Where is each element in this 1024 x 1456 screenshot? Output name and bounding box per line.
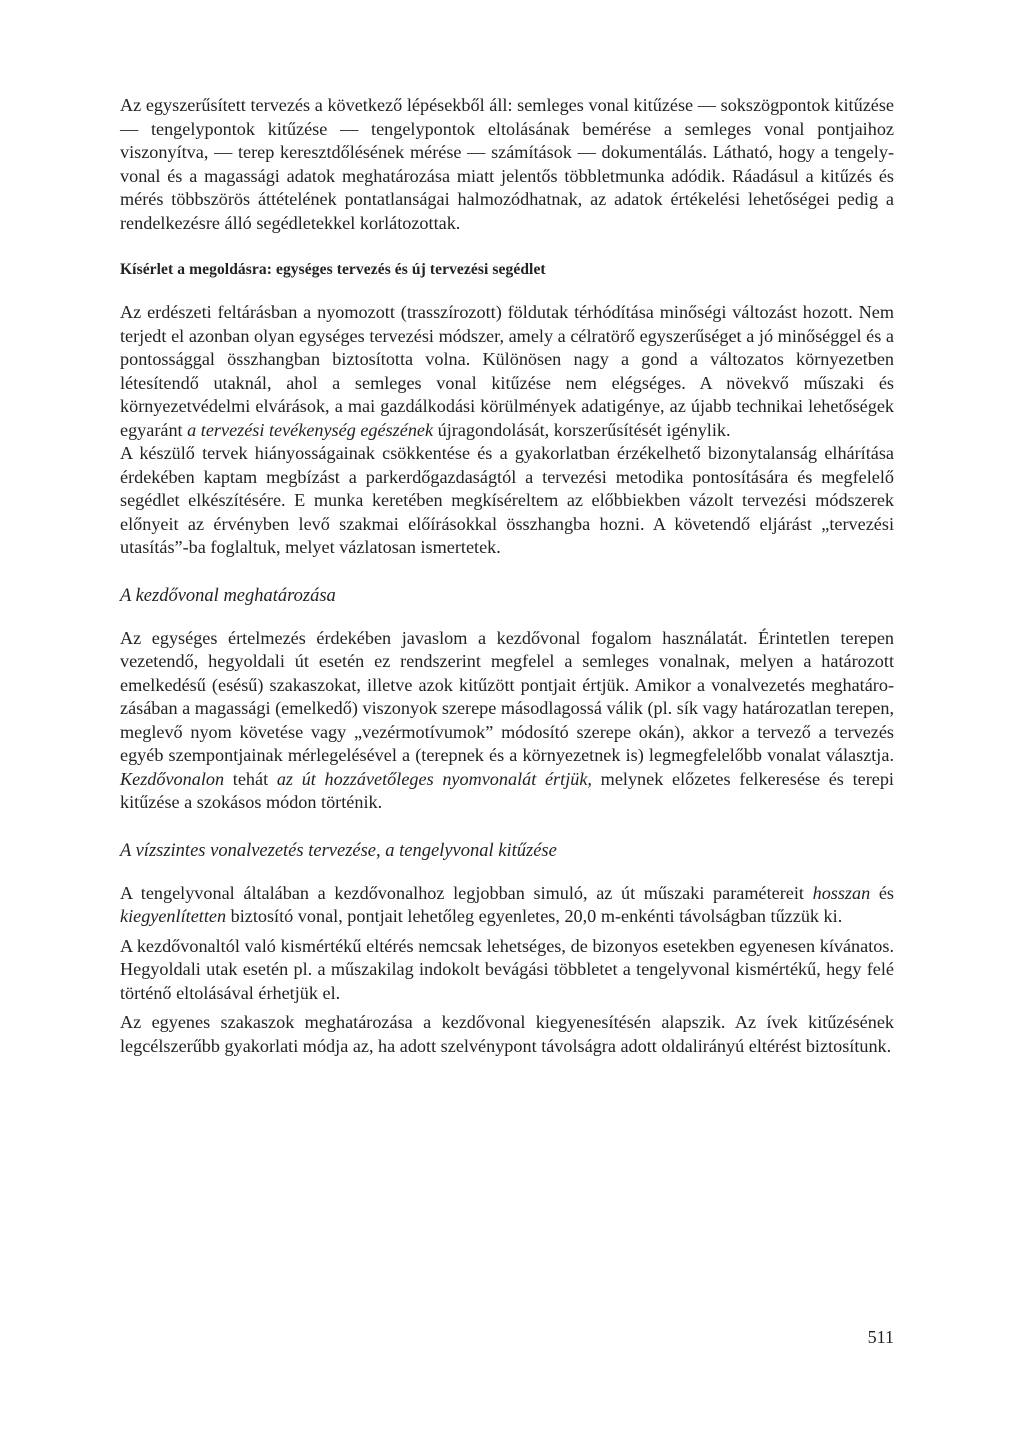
text-run: biztosító vonal, pontjait lehetőleg egyenletes, 20,0 m-enkénti távolságban tűzzük ki. bbox=[226, 906, 843, 926]
italic-run: hosszan bbox=[812, 882, 871, 903]
text-run: tehát bbox=[224, 768, 277, 789]
page-number: 511 bbox=[867, 1327, 894, 1347]
text-run: Az erdészeti feltárásban a nyomozott (trasszírozott) földutak térhódítása minőségi változást hozott. Nem terjedt el azonban olyan egységes tervezési módszer, amely a célratörő egyszerűséget a jó minőséggel és a pontossággal összhangban biztosította volna. Különösen nagy a gond a változatos környezetben létesítendő utaknál, ahol a semleges vonal kitűzése nem elégséges. A növekvő műszaki és környezetvédelmi elvárások, a mai gazdálkodási körülmények adatigénye, az újabb technikai lehetőségek egyaránt bbox=[120, 302, 894, 440]
text-run: A tengelyvonal általában a kezdővonalhoz legjobban simuló, az út műszaki paramétereit bbox=[120, 882, 813, 903]
document-page bbox=[120, 94, 894, 1414]
section3-paragraph-1 bbox=[120, 882, 894, 929]
italic-run: az út hozzávetőleges nyomvonalát értjük, bbox=[276, 768, 592, 789]
section-heading-experiment: Kísérlet a megoldásra: egységes tervezés és új tervezési segédlet bbox=[120, 261, 546, 278]
section3-paragraph-3: Az egyenes szakaszok meghatározása a kezdővonal kiegyenesítésén alapszik. Az ívek kitűzésének legcélszerűbb gyakorlati módja az, ha adott szelvénypont távolságra adott oldalirányú eltérést biztosítunk. bbox=[120, 1012, 894, 1056]
text-run: melynek előzetes felkeresése és terepi kitűzése a szokásos módon történik. bbox=[120, 768, 894, 812]
text-run: újragondolását, korszerűsítését igénylik. bbox=[433, 419, 731, 440]
section1-paragraph-2: A készülő tervek hiányosságainak csökkentése és a gyakorlatban érzékelhető bizonytalanság elhárítása érdekében kaptam megbízást a parkerdőgazdaságtól a tervezési metodika pontosítására és megfelelő segédlet elkészítésére. E munka keretében megkíséreltem az előbbiekben vázolt tervezési módszerek előnyeit az érvényben levő szakmai előírásokkal összhangba hozni. A követendő eljárást „tervezési utasítás”-ba foglaltuk, melyet vázlatosan ismertetek. bbox=[120, 443, 894, 557]
italic-run: a tervezési tevékenység egészének bbox=[187, 419, 434, 440]
section-heading-horizontal-alignment: A vízszintes vonalvezetés tervezése, a tengelyvonal kitűzése bbox=[120, 840, 557, 861]
section2-paragraph-1 bbox=[120, 627, 894, 815]
text-run: és bbox=[870, 882, 895, 903]
text-run: Az egységes értelmezés érdekében javaslom a kezdővonal fogalom használatát. Érintetlen terepen vezetendő, hegyoldali út esetén ez rendszerint megfelel a semleges vonalnak, melyen a határozott emelkedésű (esésű) szakaszokat, illetve azok kitűzött pontjait értjük. Amikor a vonalvezetés meghatározásában a magassági (emelkedő) viszonyok szerepe másodlagossá válik (pl. sík vagy határozatlan terepen, meglevő nyom követése vagy „vezérmotívumok” módosító szerepe okán), akkor a tervező a tervezés egyéb szempontjainak mérlegelésével a (terepnek és a környezetnek is) legmegfelelőbb vonalat választja. bbox=[120, 627, 894, 765]
italic-run: Kezdővonalon bbox=[120, 768, 225, 789]
section-heading-starting-line: A kezdővonal meghatározása bbox=[120, 585, 336, 606]
section1-paragraph-1 bbox=[120, 301, 894, 442]
italic-run: kiegyenlítetten bbox=[120, 906, 227, 926]
intro-paragraph: Az egyszerűsített tervezés a következő lépésekből áll: semleges vonal kitűzése — sokszögpontok kitűzése — tengelypontok kitűzése — tengelypontok eltolásának bemérése a semleges vonal pontjaihoz viszonyítva, — terep keresztdőlésének mérése — számítások — dokumentálás. Látható, hogy a tengelyvonal és a magassági adatok meghatározása miatt jelentős többletmunka adódik. Ráadásul a kitűzés és mérés többszörös áttételének pontatlanságai halmozódhatnak, az adatok értékelési lehetőségei pedig a rendelkezésre álló segédletekkel korlátozottak. bbox=[120, 95, 894, 233]
section3-paragraph-2: A kezdővonaltól való kismértékű eltérés nemcsak lehetséges, de bizonyos esetekben egyenesen kívánatos. Hegyoldali utak esetén pl. a műszakilag indokolt bevágási többletet a tengelyvonal kismértékű, hegy felé történő eltolásával érhetjük el. bbox=[120, 935, 894, 1003]
